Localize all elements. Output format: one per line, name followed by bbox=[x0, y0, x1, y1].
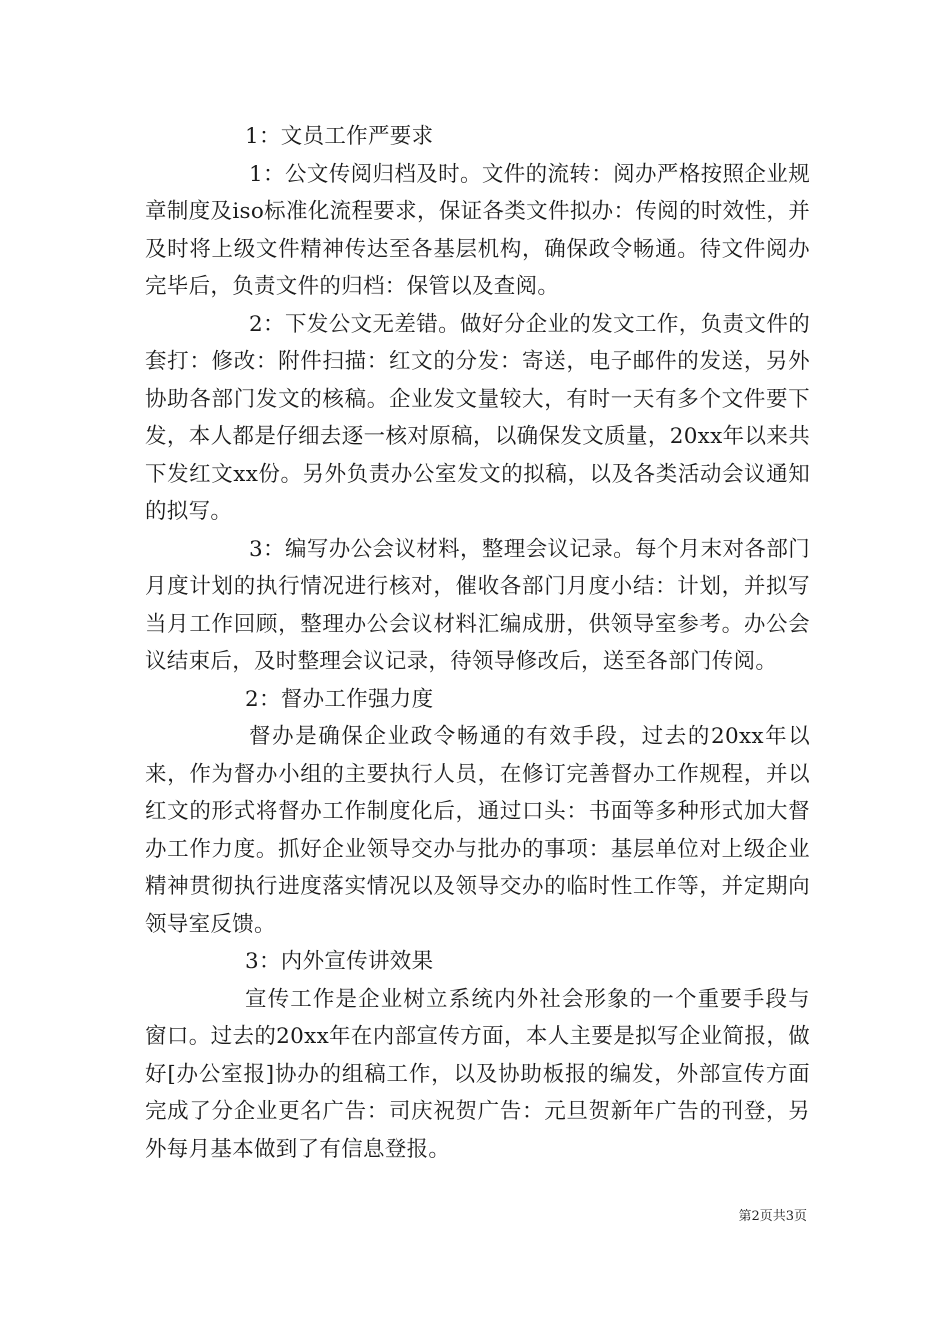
page-number: 第2页共3页 bbox=[738, 1209, 807, 1224]
paragraph: 督办是确保企业政令畅通的有效手段，过去的20xx年以来，作为督办小组的主要执行人员，在修订完善督办工作规程，并以红文的形式将督办工作制度化后，通过口头：书面等多种形式加大督办工作力度。抓好企业领导交办与批办的事项：基层单位对上级企业精神贯彻执行进度落实情况以及领导交办的临时性工作等，并定期向领导室反馈。 bbox=[145, 724, 810, 937]
paragraph: 1：公文传阅归档及时。文件的流转：阅办严格按照企业规章制度及iso标准化流程要求，保证各类文件拟办：传阅的时效性，并及时将上级文件精神传达至各基层机构，确保政令畅通。待文件阅办完毕后，负责文件的归档：保管以及查阅。 bbox=[145, 161, 810, 299]
section-heading: 3：内外宣传讲效果 bbox=[245, 949, 434, 974]
paragraph: 宣传工作是企业树立系统内外社会形象的一个重要手段与窗口。过去的20xx年在内部宣传方面，本人主要是拟写企业简报，做好[办公室报]协办的组稿工作，以及协助板报的编发，外部宣传方面完成了分企业更名广告：司庆祝贺广告：元旦贺新年广告的刊登，另外每月基本做到了有信息登报。 bbox=[145, 986, 810, 1162]
document-body bbox=[145, 118, 810, 1168]
section-heading: 2：督办工作强力度 bbox=[245, 686, 434, 712]
paragraph: 2：下发公文无差错。做好分企业的发文工作，负责文件的套打：修改：附件扫描：红文的分发：寄送，电子邮件的发送，另外协助各部门发文的核稿。企业发文量较大，有时一天有多个文件要下发，本人都是仔细去逐一核对原稿，以确保发文质量，20xx年以来共下发红文xx份。另外负责办公室发文的拟稿，以及各类活动会议通知的拟写。 bbox=[145, 311, 810, 524]
paragraph: 3：编写办公会议材料，整理会议记录。每个月末对各部门月度计划的执行情况进行核对，催收各部门月度小结：计划，并拟写当月工作回顾，整理办公会议材料汇编成册，供领导室参考。办公会议结束后，及时整理会议记录，待领导修改后，送至各部门传阅。 bbox=[145, 536, 810, 674]
section-heading: 1：文员工作严要求 bbox=[245, 124, 434, 149]
